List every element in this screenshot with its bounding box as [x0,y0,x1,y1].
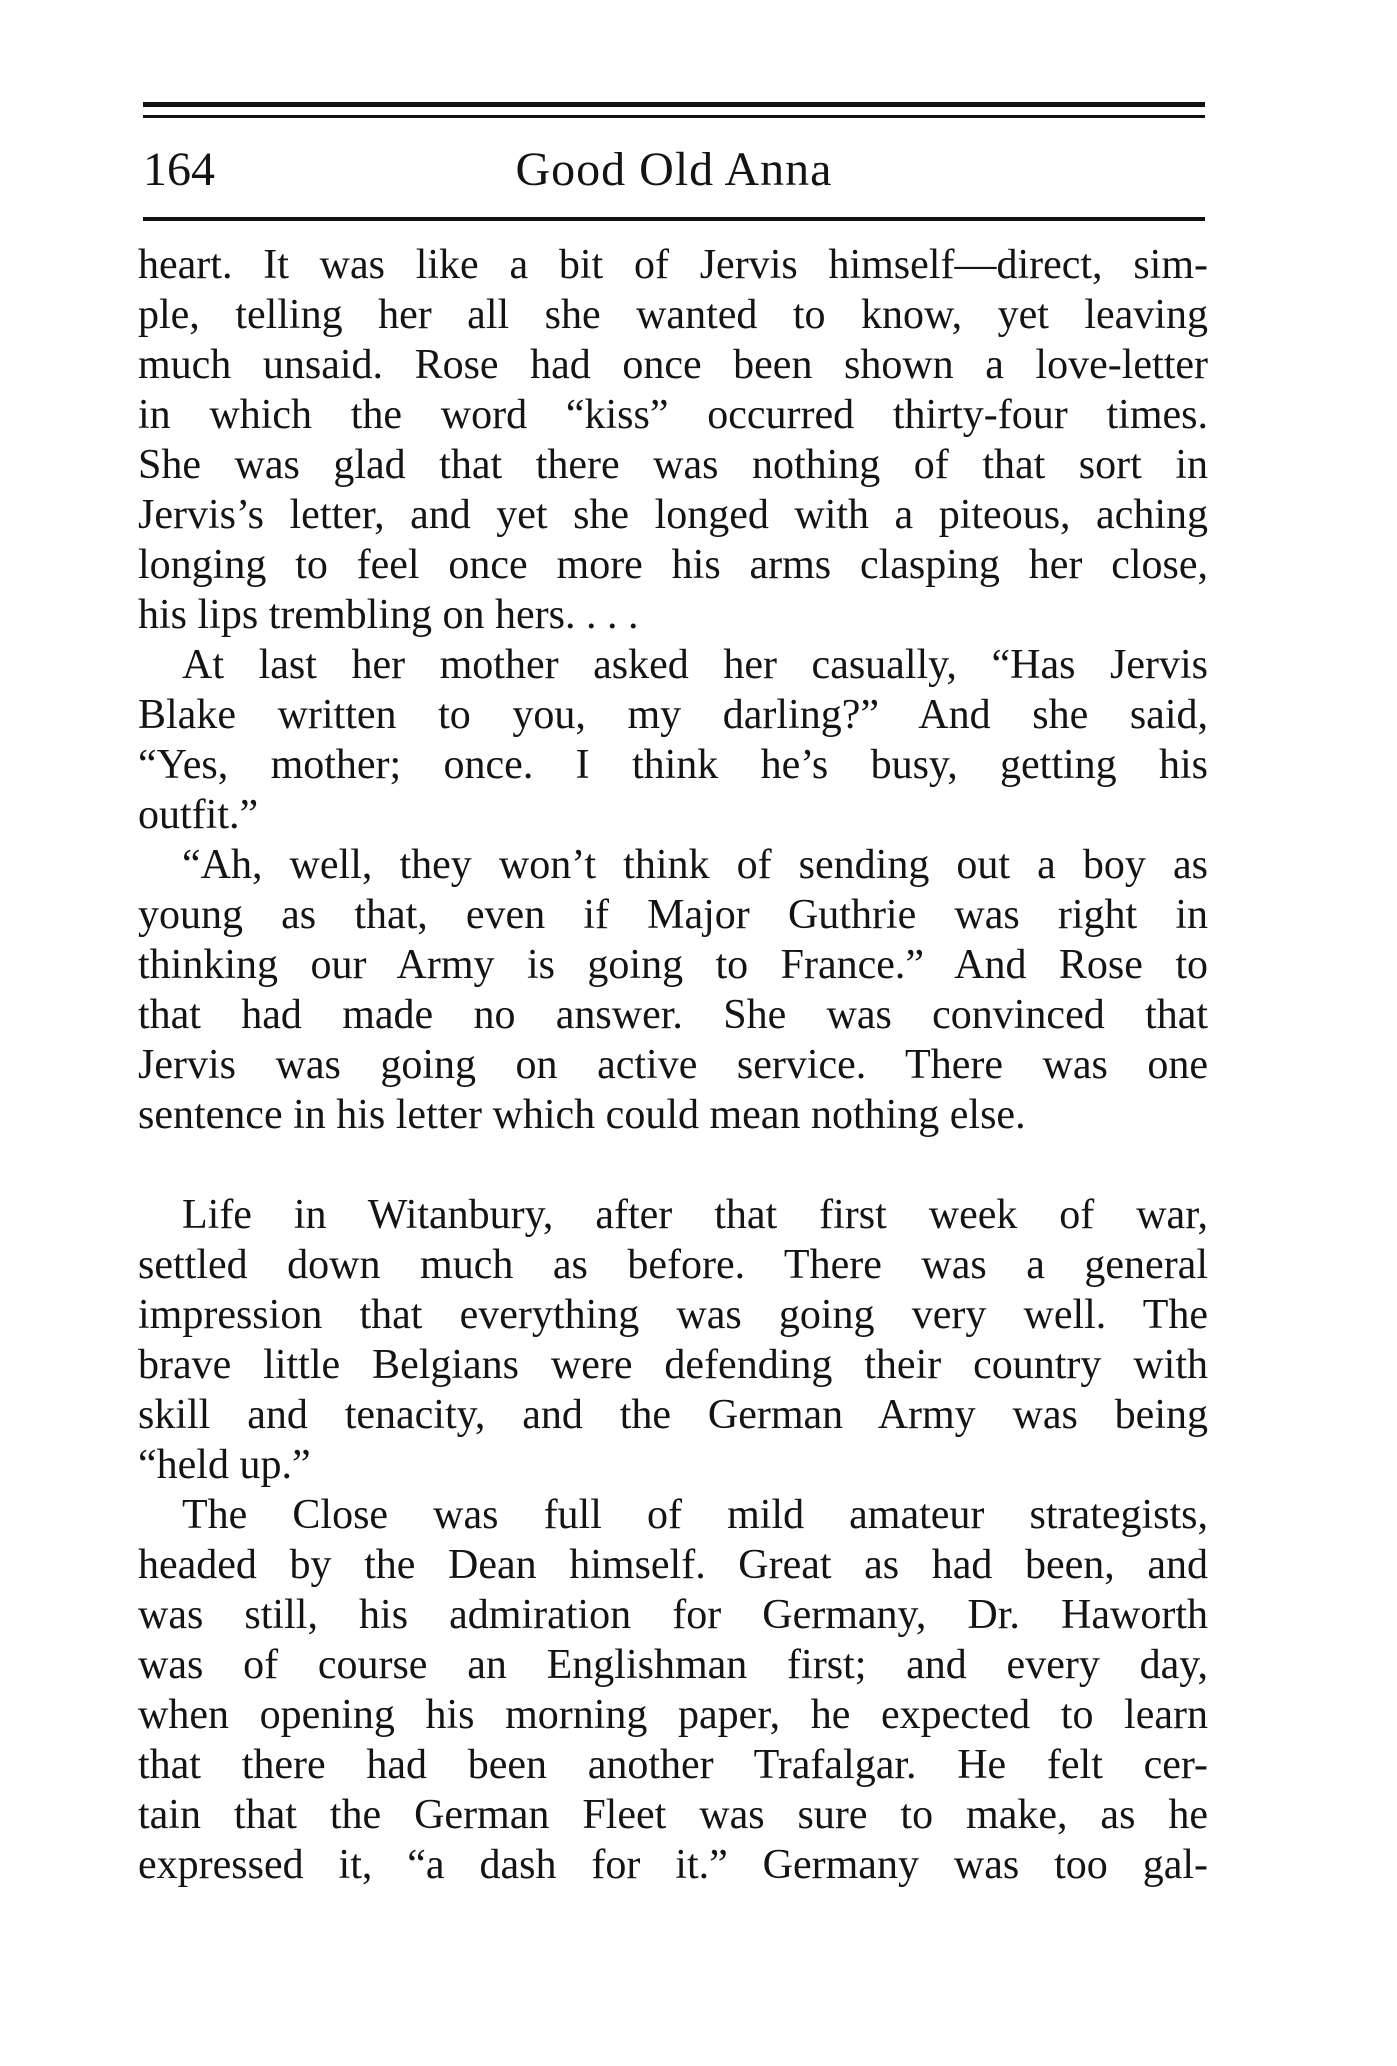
text-line: his lips trembling on hers. . . . [138,592,639,638]
text-line: headed by the Dean himself. Great as had been, and [138,1542,1208,1588]
page-number: 164 [143,143,215,196]
running-title: Good Old Anna [515,143,833,196]
text-line: much unsaid. Rose had once been shown a love-letter [138,342,1208,388]
text-line: in which the word “kiss” occurred thirty-four times. [138,392,1208,438]
paragraph [138,640,1208,840]
text-line: sentence in his letter which could mean nothing else. [138,1092,1026,1138]
text-line: “Yes, mother; once. I think he’s busy, getting his [138,742,1208,788]
paragraph [138,1490,1208,1890]
header-rule [143,217,1205,221]
text-line: thinking our Army is going to France.” And Rose to [138,942,1208,988]
text-line: heart. It was like a bit of Jervis himself—direct, sim- [138,242,1208,288]
text-line: brave little Belgians were defending their country with [138,1342,1208,1388]
text-line: Blake written to you, my darling?” And she said, [138,692,1208,738]
text-line: outfit.” [138,792,259,838]
text-line: Jervis was going on active service. There was one [138,1042,1208,1088]
text-line: was still, his admiration for Germany, Dr. Haworth [138,1592,1208,1638]
paragraph [138,240,1208,640]
text-line: skill and tenacity, and the German Army was being [138,1392,1208,1438]
text-line: that there had been another Trafalgar. He felt cer- [138,1742,1208,1788]
text-line: ple, telling her all she wanted to know, yet leaving [138,292,1208,338]
text-line: young as that, even if Major Guthrie was right in [138,892,1208,938]
text-line: when opening his morning paper, he expected to learn [138,1692,1208,1738]
text-line: impression that everything was going very well. The [138,1292,1208,1338]
body-text [138,240,1208,1890]
text-line: expressed it, “a dash for it.” Germany was too gal- [138,1842,1208,1888]
text-line: longing to feel once more his arms clasping her close, [138,542,1208,588]
text-line: was of course an Englishman first; and every day, [138,1642,1208,1688]
text-line: The Close was full of mild amateur strategists, [182,1492,1208,1538]
text-line: that had made no answer. She was convinced that [138,992,1208,1038]
text-line: She was glad that there was nothing of that sort in [138,442,1208,488]
text-line: At last her mother asked her casually, “Has Jervis [182,642,1208,688]
paragraph [138,840,1208,1140]
text-line: “Ah, well, they won’t think of sending out a boy as [182,842,1208,888]
text-line: Life in Witanbury, after that first week of war, [182,1192,1208,1238]
header-double-rule-top [143,102,1205,107]
text-line: settled down much as before. There was a general [138,1242,1208,1288]
text-line: Jervis’s letter, and yet she longed with a piteous, aching [138,492,1208,538]
paragraph [138,1190,1208,1490]
text-line: tain that the German Fleet was sure to make, as he [138,1792,1208,1838]
text-line: “held up.” [138,1442,311,1488]
section-break [138,1140,1208,1190]
header-double-rule-bottom [143,115,1205,118]
